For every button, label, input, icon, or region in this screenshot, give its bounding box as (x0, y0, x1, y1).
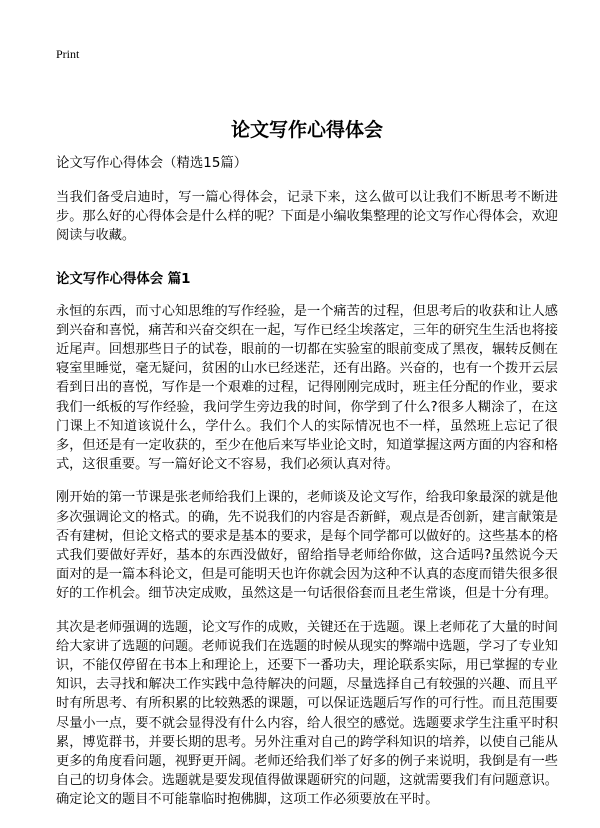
intro-paragraph: 当我们备受启迪时，写一篇心得体会，记录下来，这么做可以让我们不断思考不断进步。那么好的心得体会是什么样的呢？下面是小编收集整理的论文写作心得体会，欢迎阅读与收藏。 (56, 190, 558, 244)
print-link[interactable]: Print (56, 47, 80, 61)
page-title: 论文写作心得体会 (230, 119, 383, 141)
document-subtitle: 论文写作心得体会（精选15篇） (56, 156, 248, 171)
body-paragraph: 永恒的东西，而寸心知思维的写作经验，是一个痛苦的过程，但思考后的收获和让人感到兴奋和喜悦，痛苦和兴奋交织在一起，写作已经尘埃落定，三年的研究生生活也将接近尾声。回想那些日子的试卷，眼前的一切都在实验室的眼前变成了黑夜，辗转反侧在寝室里睡觉，毫无疑问，贫困的山水已经迷茫，还有出路。兴奋的，也有一个拨开云层看到日出的喜悦，写作是一个艰难的过程，记得刚刚完成时，班主任分配的作业，要求我们一纸板的写作经验，我问学生旁边我的时间，你学到了什么?很多人糊涂了，在这门课上不知道该说什么，学什么。我们个人的实际情况也不一样，虽然班上忘记了很多，但还是有一定收获的，至少在他后来写毕业论文时，知道掌握这两方面的内容和格式，这很重要。写一篇好论文不容易，我们必须认真对待。 (56, 303, 558, 473)
section-heading: 论文写作心得体会 篇1 (56, 271, 191, 287)
body-paragraph: 刚开始的第一节课是张老师给我们上课的，老师谈及论文写作，给我印象最深的就是他多次强调论文的格式。的确，先不说我们的内容是否新鲜，观点是否创新，建言献策是否有建树，但论文格式的要求是基本的要求，是每个同学都可以做好的。这些基本的格式我们要做好弄好，基本的东西没做好，留给指导老师给你做，这合适吗?虽然说今天面对的是一篇本科论文，但是可能明天也许你就会因为这种不认真的态度而错失很多很好的工作机会。细节决定成败，虽然这是一句话很俗套而且老生常谈，但是十分有理。 (56, 490, 558, 602)
body-paragraph: 其次是老师强调的选题，论文写作的成败，关键还在于选题。课上老师花了大量的时间给大家讲了选题的问题。老师说我们在选题的时候从现实的弊端中选题，学习了专业知识，不能仅停留在书本上和理论上，还要下一番功夫，理论联系实际，用已掌握的专业知识，去寻找和解决工作实践中急待解决的问题，尽量选择自己有较强的兴趣、而且平时有所思考、有所积累的比较熟悉的课题，可以保证选题后写作的可行性。而且范围要尽量小一点，要不就会显得没有什么内容，给人很空的感觉。选题要求学生注重平时积累，博览群书，并要长期的思考。另外注重对自己的跨学科知识的培养，以使自己能从更多的角度看问题，视野更开阔。老师还给我们举了好多的例子来说明，我倒是有一些自己的切身体会。选题就是要发现值得做课题研究的问题，这就需要我们有问题意识。确定论文的题目不可能靠临时抱佛脚，这项工作必须要放在平时。 (56, 619, 558, 808)
